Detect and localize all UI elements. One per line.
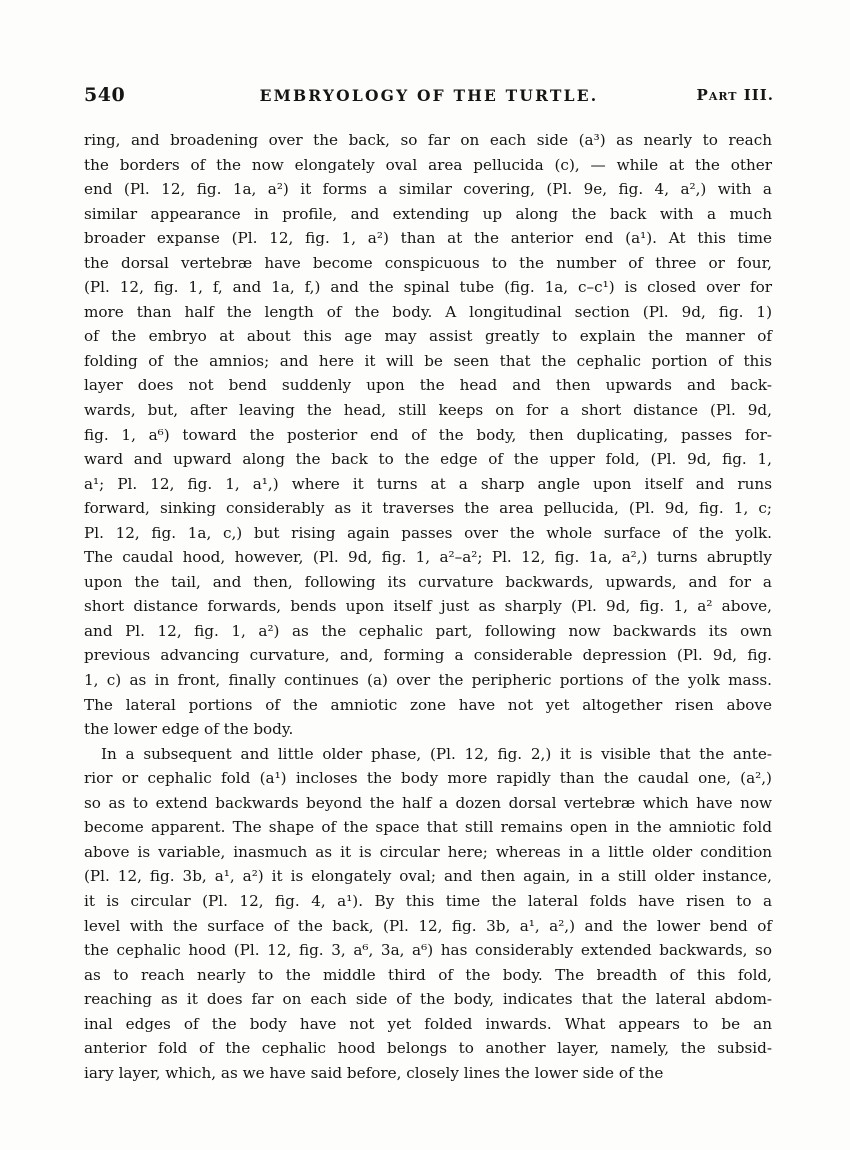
text-line: short distance forwards, bends upon itself just as sharply (Pl. 9d, fig. 1, a² above,	[84, 597, 772, 616]
text-line: above is variable, inasmuch as it is circular here; whereas in a little older condition	[84, 842, 772, 861]
text-line: Pl. 12, fig. 1a, c,) but rising again passes over the whole surface of the yolk.	[84, 523, 772, 542]
text-line: inal edges of the body have not yet folded inwards. What appears to be an	[84, 1014, 772, 1033]
text-line: the cephalic hood (Pl. 12, fig. 3, a⁶, 3a, a⁶) has considerably extended backwards, so	[84, 941, 772, 960]
text-line: end (Pl. 12, fig. 1a, a²) it forms a similar covering, (Pl. 9e, fig. 4, a²,) with a	[84, 180, 772, 199]
body-text	[84, 128, 772, 1085]
text-line: level with the surface of the back, (Pl. 12, fig. 3b, a¹, a²,) and the lower bend of	[84, 916, 772, 935]
text-line: anterior fold of the cephalic hood belongs to another layer, namely, the subsid-	[84, 1039, 772, 1058]
text-line: iary layer, which, as we have said before, closely lines the lower side of the	[84, 1063, 664, 1082]
paragraph	[84, 742, 772, 1086]
paragraph	[84, 128, 772, 742]
running-title: EMBRYOLOGY OF THE TURTLE.	[259, 86, 599, 105]
text-line: the dorsal vertebræ have become conspicuous to the number of three or four,	[84, 253, 772, 272]
text-line: a¹; Pl. 12, fig. 1, a¹,) where it turns at a sharp angle upon itself and runs	[84, 474, 772, 493]
text-line: more than half the length of the body. A longitudinal section (Pl. 9d, fig. 1)	[84, 302, 772, 321]
text-line: previous advancing curvature, and, forming a considerable depression (Pl. 9d, fig.	[84, 646, 772, 665]
text-line: as to reach nearly to the middle third of the body. The breadth of this fold,	[84, 965, 772, 984]
part-label: Part III.	[696, 86, 774, 104]
text-line: In a subsequent and little older phase, (Pl. 12, fig. 2,) it is visible that the ante-	[101, 744, 772, 763]
text-line: (Pl. 12, fig. 3b, a¹, a²) it is elongately oval; and then again, in a still older instance,	[84, 867, 772, 886]
text-line: similar appearance in profile, and extending up along the back with a much	[84, 204, 772, 223]
text-line: broader expanse (Pl. 12, fig. 1, a²) than at the anterior end (a¹). At this time	[84, 229, 772, 248]
text-line: reaching as it does far on each side of the body, indicates that the lateral abdom-	[84, 990, 772, 1009]
text-line: forward, sinking considerably as it traverses the area pellucida, (Pl. 9d, fig. 1, c;	[84, 499, 772, 518]
text-line: (Pl. 12, fig. 1, f, and 1a, f,) and the spinal tube (fig. 1a, c–c¹) is closed over for	[84, 278, 772, 297]
text-line: fig. 1, a⁶) toward the posterior end of the body, then duplicating, passes for-	[84, 425, 772, 444]
text-line: it is circular (Pl. 12, fig. 4, a¹). By this time the lateral folds have risen to a	[84, 891, 772, 910]
text-line: The caudal hood, however, (Pl. 9d, fig. 1, a²–a²; Pl. 12, fig. 1a, a²,) turns abruptly	[84, 548, 772, 567]
text-line: ring, and broadening over the back, so far on each side (a³) as nearly to reach	[84, 131, 772, 149]
text-line: 1, c) as in front, finally continues (a) over the peripheric portions of the yolk mass.	[84, 671, 772, 690]
text-line: the lower edge of the body.	[84, 720, 294, 739]
text-line: upon the tail, and then, following its curvature backwards, upwards, and for a	[84, 572, 772, 591]
text-line: The lateral portions of the amniotic zone have not yet altogether risen above	[84, 695, 772, 714]
text-line: layer does not bend suddenly upon the head and then upwards and back-	[84, 376, 772, 395]
text-line: so as to extend backwards beyond the half a dozen dorsal vertebræ which have now	[84, 793, 772, 812]
text-line: rior or cephalic fold (a¹) incloses the body more rapidly than the caudal one, (a²,)	[84, 769, 772, 788]
text-line: wards, but, after leaving the head, still keeps on for a short distance (Pl. 9d,	[84, 401, 772, 420]
text-line: and Pl. 12, fig. 1, a²) as the cephalic part, following now backwards its own	[84, 621, 772, 640]
page-number: 540	[84, 84, 126, 106]
text-line: become apparent. The shape of the space that still remains open in the amniotic fold	[84, 818, 772, 837]
text-line: the borders of the now elongately oval area pellucida (c), — while at the other	[84, 155, 772, 174]
running-header	[84, 84, 774, 110]
text-line: folding of the amnios; and here it will be seen that the cephalic portion of this	[84, 351, 772, 370]
text-line: ward and upward along the back to the edge of the upper fold, (Pl. 9d, fig. 1,	[84, 450, 772, 469]
text-line: of the embryo at about this age may assist greatly to explain the manner of	[84, 327, 772, 346]
